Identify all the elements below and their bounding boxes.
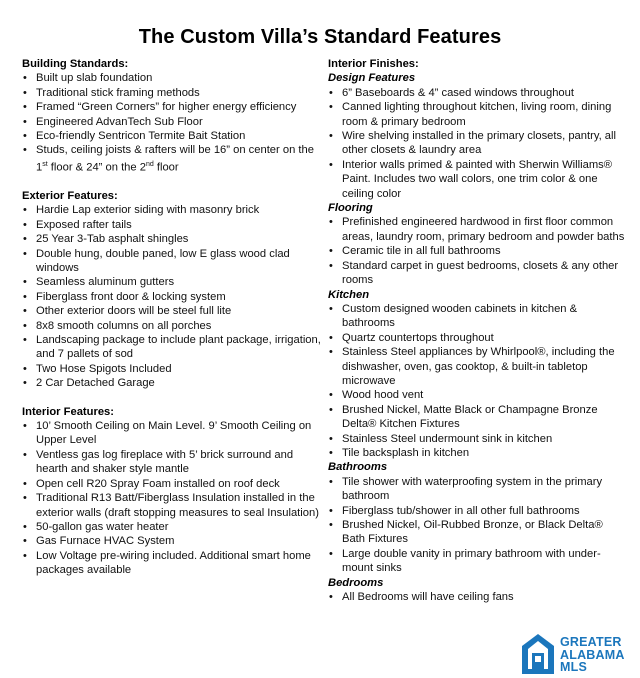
bedrooms-list: [328, 590, 628, 604]
list-item: • Fiberglass front door & locking system: [22, 290, 322, 304]
list-item: • Wire shelving installed in the primary closets, pantry, all other closets & laundry area: [328, 129, 628, 158]
list-item: • Tile backsplash in kitchen: [328, 446, 628, 460]
studs-text-b: floor & 24” on the 2: [47, 161, 146, 174]
list-item: • Prefinished engineered hardwood in first floor common areas, laundry room, primary bedroom and powder baths: [328, 215, 628, 244]
list-item: • Ventless gas log fireplace with 5’ brick surround and hearth and shaker style mantle: [22, 448, 322, 477]
list-item: • Double hung, double paned, low E glass wood clad windows: [22, 247, 322, 276]
interior-features-list: [22, 419, 322, 577]
logo-line-3: MLS: [560, 660, 587, 674]
list-item: • 50-gallon gas water heater: [22, 520, 322, 534]
list-item: • Low Voltage pre-wiring included. Additional smart home packages available: [22, 549, 322, 578]
bathrooms-list: [328, 475, 628, 576]
flooring-heading: Flooring: [328, 202, 373, 215]
list-item: • Exposed rafter tails: [22, 218, 322, 232]
bathrooms-heading: Bathrooms: [328, 461, 388, 474]
list-item: • 8x8 smooth columns on all porches: [22, 319, 322, 333]
exterior-features-list: [22, 203, 322, 390]
document-title: The Custom Villa’s Standard Features: [138, 26, 502, 48]
list-item: • Large double vanity in primary bathroom with under-mount sinks: [328, 547, 628, 576]
list-item: • Gas Furnace HVAC System: [22, 534, 322, 548]
kitchen-heading: Kitchen: [328, 288, 370, 301]
list-item: • 2 Car Detached Garage: [22, 376, 322, 390]
list-item: • Custom designed wooden cabinets in kitchen & bathrooms: [328, 302, 628, 331]
list-item: • Framed “Green Corners” for higher energy efficiency: [22, 100, 322, 114]
list-item: • Traditional stick framing methods: [22, 86, 322, 100]
list-item: • Wood hood vent: [328, 388, 628, 402]
logo-line-2: ALABAMA: [560, 647, 625, 662]
list-item: • Built up slab foundation: [22, 71, 322, 85]
list-item: • Brushed Nickel, Oil-Rubbed Bronze, or Black Delta® Bath Fixtures: [328, 518, 628, 547]
studs-sup-b: nd: [145, 160, 154, 168]
list-item: • Engineered AdvanTech Sub Floor: [22, 115, 322, 129]
list-item: • Brushed Nickel, Matte Black or Champagne Bronze Delta® Kitchen Fixtures: [328, 403, 628, 432]
list-item: • Quartz countertops throughout: [328, 331, 628, 345]
list-item: • 25 Year 3-Tab asphalt shingles: [22, 232, 322, 246]
design-features-list: [328, 86, 628, 201]
left-column: [22, 57, 322, 578]
spacer: [22, 175, 322, 189]
list-item: • Ceramic tile in all full bathrooms: [328, 244, 628, 258]
list-item: • Other exterior doors will be steel full lite: [22, 304, 322, 318]
list-item: • Canned lighting throughout kitchen, living room, dining room & primary bedroom: [328, 100, 628, 129]
list-item: • All Bedrooms will have ceiling fans: [328, 590, 628, 604]
studs-text-a: Studs, ceiling joists & rafters will be 16” on center on the 1: [36, 144, 314, 174]
logo-wordmark: [560, 636, 625, 674]
logo-line-1: GREATER: [560, 635, 622, 649]
building-standards-heading: Building Standards:: [22, 58, 129, 70]
list-item: • Eco-friendly Sentricon Termite Bait Station: [22, 129, 322, 143]
flooring-list: [328, 215, 628, 287]
list-item: • Hardie Lap exterior siding with masonry brick: [22, 203, 322, 217]
list-item-studs: [22, 143, 322, 175]
interior-finishes-heading: Interior Finishes:: [328, 58, 419, 70]
list-item: • Traditional R13 Batt/Fiberglass Insulation installed in the exterior walls (draft stopping measures to seal Insulation): [22, 491, 322, 520]
list-item: • Tile shower with waterproofing system in the primary bathroom: [328, 475, 628, 504]
studs-sup-a: st: [42, 160, 48, 168]
list-item: • Fiberglass tub/shower in all other full bathrooms: [328, 504, 628, 518]
greater-alabama-mls-logo: [520, 632, 640, 676]
right-column: [328, 57, 628, 604]
list-item: • Standard carpet in guest bedrooms, closets & any other rooms: [328, 259, 628, 288]
list-item: • 6” Baseboards & 4” cased windows throughout: [328, 86, 628, 100]
list-item: • Two Hose Spigots Included: [22, 362, 322, 376]
list-item: • Landscaping package to include plant package, irrigation, and 7 pallets of sod: [22, 333, 322, 362]
list-item: • Interior walls primed & painted with Sherwin Williams® Paint. Includes two wall colors, one trim color & one ceiling color: [328, 158, 628, 201]
list-item: • Stainless Steel undermount sink in kitchen: [328, 432, 628, 446]
interior-features-heading: Interior Features:: [22, 405, 115, 418]
exterior-features-heading: Exterior Features:: [22, 189, 118, 202]
kitchen-list: [328, 302, 628, 460]
list-item: • Stainless Steel appliances by Whirlpool®, including the dishwasher, oven, gas cooktop, & built-in tabletop microwave: [328, 345, 628, 388]
list-item: • Seamless aluminum gutters: [22, 275, 322, 289]
building-standards-list: [22, 71, 322, 175]
list-item: • 10’ Smooth Ceiling on Main Level. 9’ Smooth Ceiling on Upper Level: [22, 419, 322, 448]
spacer: [22, 391, 322, 405]
bedrooms-heading: Bedrooms: [328, 576, 384, 589]
design-features-heading: Design Features: [328, 72, 416, 85]
house-logo-icon: [520, 632, 556, 676]
list-item: • Open cell R20 Spray Foam installed on roof deck: [22, 477, 322, 491]
studs-text-c: floor: [153, 161, 179, 174]
